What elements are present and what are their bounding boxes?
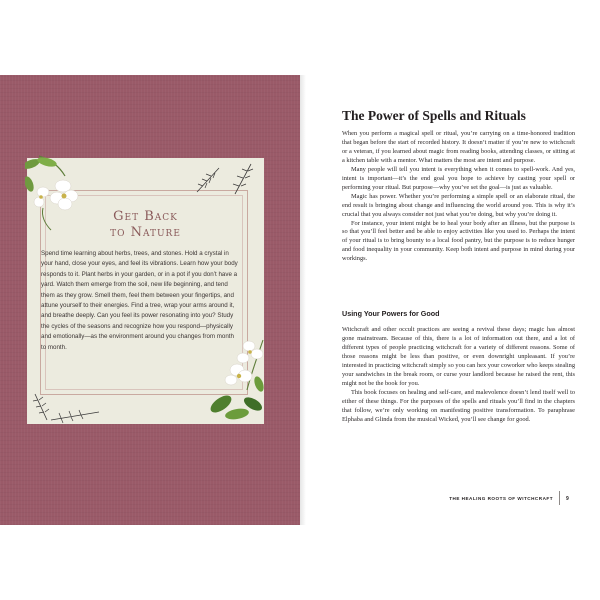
sidebar-title-line1: Get Back	[113, 209, 178, 224]
paragraph: Many people will tell you intent is everything when it comes to spell-work. And yes, intent is important—it’s the end goal you hope to achieve by casting your spell or performing your ritual. But purpose—why you’ve set the goal—is just as valuable.	[342, 165, 575, 191]
body-section-1	[342, 130, 575, 264]
paragraph: Witchcraft and other occult practices are seeing a revival these days; magic has almost gone mainstream. Because of this, there is a lot of information out there, and a lot of different types of people practicing witchcraft for a variety of different reasons. Some of those reasons might be less than positive, or even downright unpleasant. If you’re interested in practicing witchcraft simply so you can hex your coworker who keeps stealing your sandwiches in the break room, or curse your landlord because he raised the rent, this might not be the book for you.	[342, 326, 575, 387]
paragraph: Magic has power. Whether you’re performing a simple spell or an elaborate ritual, the end result is bringing about change and influencing the world around you. This is why it’s crucial that you always consider not just what you’re doing, but why you’re doing it.	[342, 192, 575, 218]
chapter-title: The Power of Spells and Rituals	[342, 108, 526, 123]
paragraph: For instance, your intent might be to heal your body after an illness, but the purpose is so that you’ll feel better and be able to enjoy activities like you used to. Perhaps the intent of your ritual is to bring bounty to a local food pantry, but the purpose is to reduce hunger and food inequality in your community. Keep both intent and purpose in mind during your workings.	[342, 219, 575, 263]
page-number: 9	[566, 496, 569, 502]
book-spine-shadow	[300, 75, 306, 525]
paragraph: When you perform a magical spell or ritual, you’re carrying on a time-honored tradition that began before the start of recorded history. It doesn’t matter if you’re new to witchcraft or a veteran, if you learned about magic from reading books, attending classes, or sitting at a kitchen table with a mentor. What matters the most are intent and purpose.	[342, 130, 575, 164]
dark-sprig-illustration-top	[191, 162, 261, 196]
sidebar-body-text: Spend time learning about herbs, trees, and stones. Hold a crystal in your hand, close your eyes, and feel its vibrations. Learn how your body responds to it. Plant herbs in your garden, or in a pot if you don’t have a yard. Watch them emerge from the soil, new life beginning, and tend them as they grow. Smell them, feel them between your fingertips, and attune yourself to their energies. Find a tree, wrap your arms around it, and breathe deeply. Can you feel its power resonating into you? Study the cycles of the seasons and recognize how you respond—physically and emotionally—as the environment around you changes from month to month.	[41, 250, 238, 351]
sidebar-title-line2: to Nature	[110, 225, 181, 240]
section-subheading: Using Your Powers for Good	[342, 309, 440, 318]
paragraph: This book focuses on healing and self-care, and malevolence doesn’t lend itself well to either of these things. For the purposes of the spells and rituals you’ll find in the chapters that follow, we’re only working on manifesting positive transformation. To paraphrase Elphaba and Glinda from the musical Wicked, you’ll see change for good.	[342, 388, 575, 423]
footer-divider	[559, 491, 560, 505]
body-section-2	[342, 326, 575, 424]
dark-sprig-illustration-bottom	[31, 390, 101, 424]
running-footer-title: THE HEALING ROOTS OF WITCHCRAFT	[449, 496, 553, 501]
sidebar-title	[27, 209, 264, 241]
